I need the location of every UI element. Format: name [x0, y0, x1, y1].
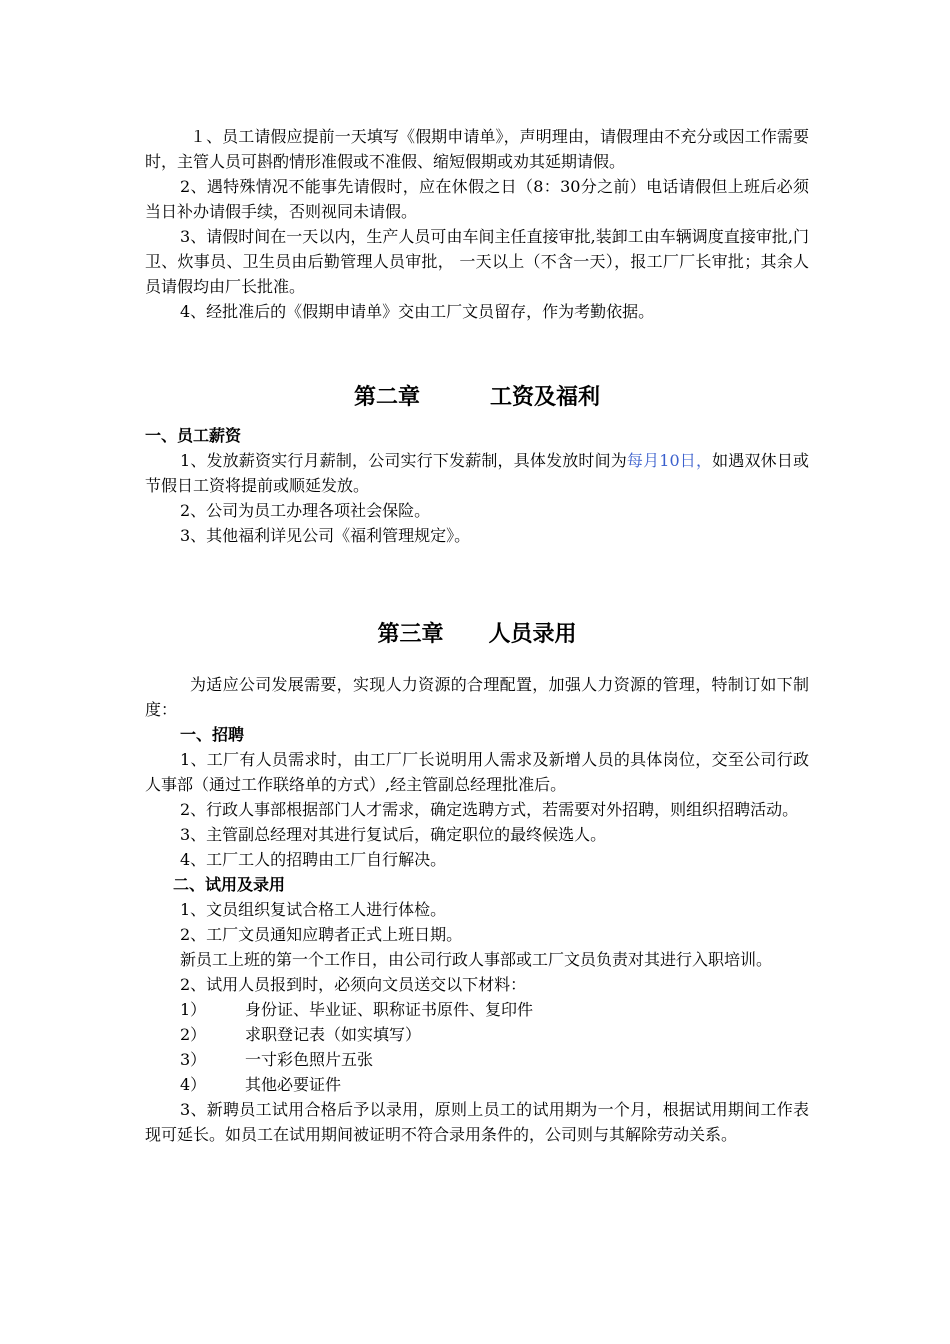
list-item — [145, 997, 809, 1022]
probation-paragraph-5: 3、新聘员工试用合格后予以录用，原则上员工的试用期为一个月，根据试用期间工作表现可延长。如员工在试用期间被证明不符合录用条件的，公司则与其解除劳动关系。 — [145, 1100, 809, 1144]
chapter3-body — [145, 672, 809, 1147]
list-item — [145, 1022, 809, 1047]
salary-paragraph-2: 2、公司为员工办理各项社会保险。 — [180, 501, 431, 520]
chapter3-section-recruit: 一、招聘 — [180, 725, 245, 744]
leave-paragraph-4: 4、经批准后的《假期申请单》交由工厂文员留存，作为考勤依据。 — [180, 302, 655, 321]
chapter2-title: 工资及福利 — [490, 385, 601, 410]
recruit-paragraph-3: 3、主管副总经理对其进行复试后，确定职位的最终候选人。 — [180, 825, 607, 844]
salary-paragraph-1 — [145, 448, 809, 498]
list-item-text: 身份证、毕业证、职称证书原件、复印件 — [245, 1000, 534, 1019]
leave-section — [145, 124, 809, 324]
leave-paragraph-2: 2、遇特殊情况不能事先请假时，应在休假之日（8：30分之前）电话请假但上班后必须当日补办请假手续，否则视同未请假。 — [145, 177, 809, 221]
list-item-text: 一寸彩色照片五张 — [245, 1050, 374, 1069]
probation-paragraph-4: 2、试用人员报到时，必须向文员送交以下材料： — [180, 975, 527, 994]
list-item-text: 求职登记表（如实填写） — [245, 1025, 422, 1044]
list-item-number: 1） — [180, 1000, 207, 1019]
chapter2-number: 第二章 — [353, 385, 420, 410]
chapter2-section-salary: 一、员工薪资 — [145, 426, 242, 445]
salary-paragraph-1-text: 1、发放薪资实行月薪制，公司实行下发薪制，具体发放时间为 — [180, 451, 627, 470]
recruit-paragraph-1: 1、工厂有人员需求时，由工厂厂长说明用人需求及新增人员的具体岗位，交至公司行政人事部（通过工作联络单的方式）,经主管副总经理批准后。 — [145, 750, 809, 794]
recruit-paragraph-2: 2、行政人事部根据部门人才需求，确定选聘方式，若需要对外招聘，则组织招聘活动。 — [180, 800, 799, 819]
leave-paragraph-1: １、员工请假应提前一天填写《假期申请单》，声明理由，请假理由不充分或因工作需要时，主管人员可斟酌情形准假或不准假、缩短假期或劝其延期请假。 — [145, 127, 809, 171]
salary-paragraph-1-tail: 如遇双休日或节假日工资将提前或顺延发放。 — [145, 451, 809, 495]
list-item-number: 3） — [180, 1050, 207, 1069]
list-item-text: 其他必要证件 — [245, 1075, 342, 1094]
recruit-paragraph-4: 4、工厂工人的招聘由工厂自行解决。 — [180, 850, 447, 869]
salary-paragraph-3: 3、其他福利详见公司《福利管理规定》。 — [180, 526, 471, 545]
probation-paragraph-2: 2、工厂文员通知应聘者正式上班日期。 — [180, 925, 463, 944]
chapter3-title: 人员录用 — [488, 622, 577, 647]
probation-paragraph-1: 1、文员组织复试合格工人进行体检。 — [180, 900, 447, 919]
list-item-number: 2） — [180, 1025, 207, 1044]
salary-paydate-highlight: 每月10日， — [626, 451, 713, 470]
chapter2-body — [145, 423, 809, 548]
list-item-number: 4） — [180, 1075, 207, 1094]
chapter3-section-probation: 二、试用及录用 — [173, 875, 286, 894]
probation-paragraph-3: 新员工上班的第一个工作日，由公司行政人事部或工厂文员负责对其进行入职培训。 — [180, 950, 773, 969]
leave-paragraph-3: 3、请假时间在一天以内，生产人员可由车间主任直接审批,装卸工由车辆调度直接审批,门卫、炊事员、卫生员由后勤管理人员审批， 一天以上（不含一天），报工厂厂长审批；其余人员请假均由厂长批准。 — [145, 227, 809, 296]
chapter3-heading — [145, 620, 809, 650]
chapter2-heading — [145, 383, 809, 413]
chapter3-number: 第三章 — [377, 622, 444, 647]
chapter3-intro: 为适应公司发展需要，实现人力资源的合理配置，加强人力资源的管理，特制订如下制度： — [145, 675, 809, 719]
list-item — [145, 1047, 809, 1072]
list-item — [145, 1072, 809, 1097]
